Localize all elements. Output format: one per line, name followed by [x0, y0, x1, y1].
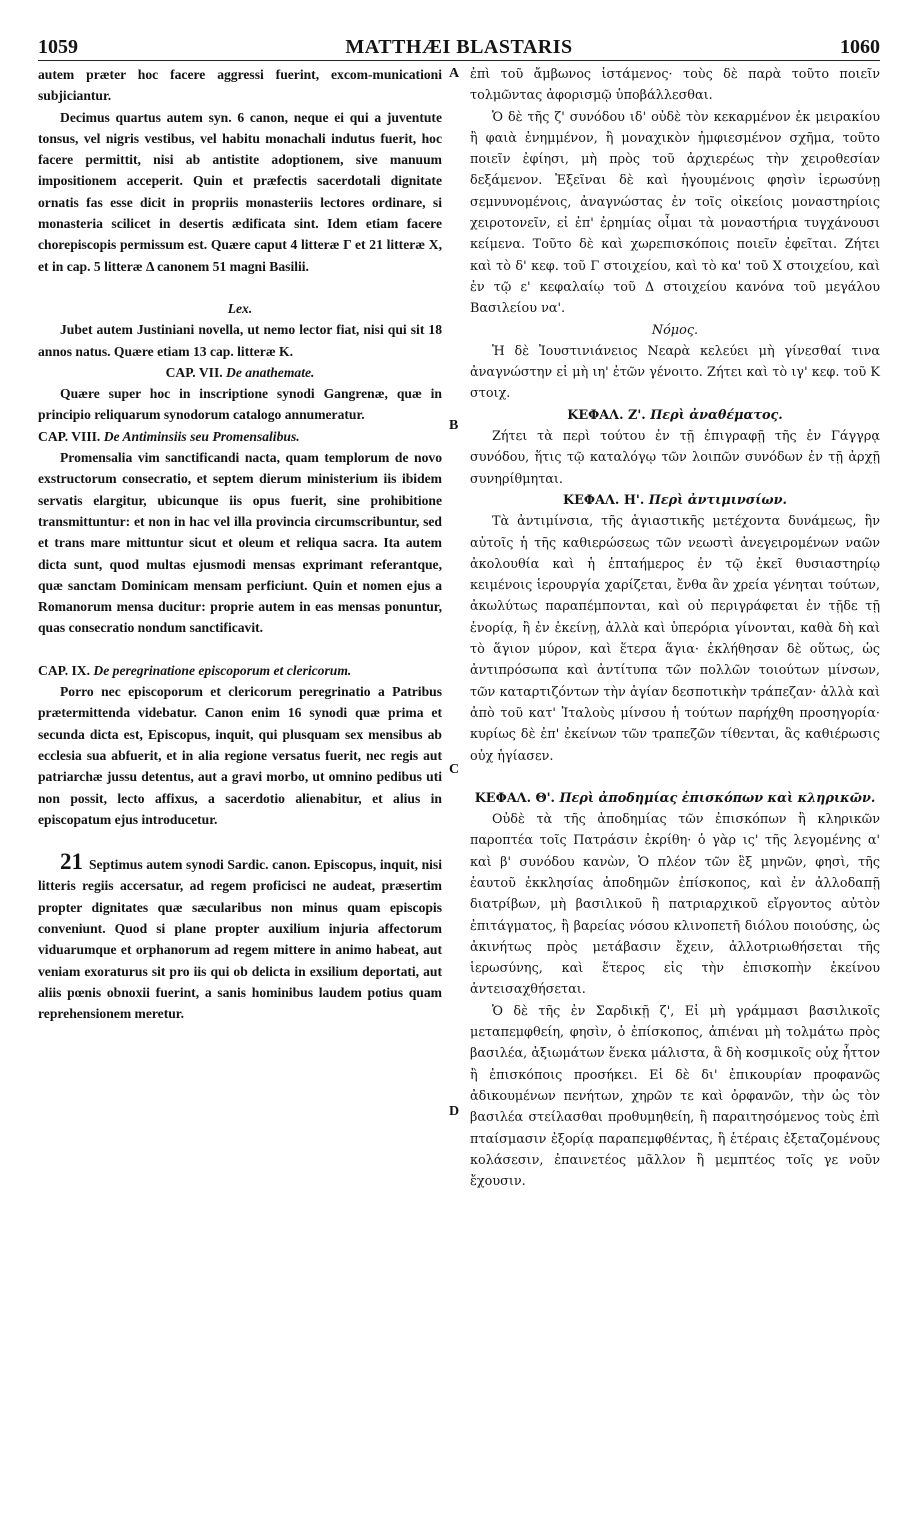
greek-nomos-heading: Νόμος.	[651, 322, 699, 338]
running-title: MATTHÆI BLASTARIS	[345, 36, 573, 58]
margin-marker-a: A	[449, 66, 460, 81]
greek-paragraph-2: Ὁ δὲ τῆς ζ' συνόδου ιδ' οὐδὲ τὸν κεκαρμένον ἐκ μειρακίου ἢ φαιὰ ἐνημμένον, ἢ μοναχικὸν ἠμφιεσμένον σχῆμα, τοῦτο ποιεῖν ἐφίησι, μὴ πρὸς τοῦ ἀρχιερέως τὴν χειροθεσίαν δεξάμενον. Ἐξεῖναι δὲ καὶ ἡγουμένοις φησὶν ἱερωσύνῃ σεμνυνομένοις, ἀναγνώστας ἐν τοῖς οἰκείοις μοναστηρίοις χειροτονεῖν, εἰ ἐπ' ἐρημίας οἶμαι τὰ μοναστήρια τυγχάνουσι κείμενα. Τοῦτο δὲ καὶ χωρεπισκόποις ποιεῖν ἐφεῖται. Ζήτει καὶ τὸ δ' κεφ. τοῦ Γ στοιχείου, καὶ τὸ κα' τοῦ Χ στοιχείου, καὶ ἐν τῷ ε' κεφαλαίῳ τοῦ Δ στοιχείου κανόνα τοῦ μεγάλου Βασιλείου να'.	[470, 109, 880, 317]
greek-kef7-text: Ζήτει τὰ περὶ τούτου ἐν τῇ ἐπιγραφῇ τῆς ἐν Γάγγρᾳ συνόδου, ἥτις τῷ καταλόγῳ τῶν λοιπῶν συνόδων ἐν τῇ ἀρχῇ συνηρίθμηται.	[470, 429, 880, 487]
cap8-title: De Antiminsiis seu Promensalibus.	[103, 428, 300, 444]
greek-kef9-heading	[470, 788, 880, 809]
latin-cap7-text: Quære super hoc in inscriptione synodi Gangrenæ, quæ in principio reliquarum synodorum catalogo annumeratur.	[38, 386, 442, 423]
greek-kef8-text: Τὰ ἀντιμίνσια, τῆς ἁγιαστικῆς μετέχοντα δυνάμεως, ἣν αὐτοῖς ἡ τῆς καθιερώσεως τῶν νεωστὶ ἀνεγειρομένων ναῶν ἀκολουθία καὶ ἡ ἑπταήμερος ἐν τῷ ἐκεῖ θυσιαστηρίῳ κειμένοις ἱερουργία χαρίζεται, ἔνθα ἂν χρεία γένηται τούτων, ἀκωλύτως παραπέμπονται, καὶ οὐ περιγράφεται ἐν τῇδε τῇ ἐνορίᾳ, ἢ ἐν ἐκείνῃ, ἀλλὰ καὶ ὑπερόρια γίνονται, καθὰ δὴ καὶ τὸ ἅγιον μύρον, καὶ ἕτερα ἅγια· ἐκλήθησαν δὲ οὕτως, ὡς ἀντιπρόσωπα καὶ ἀντίτυπα τῶν πολλῶν τοιούτων μίνσων, τῶν καταρτιζόντων τὴν ἁγίαν δεσποτικὴν τράπεζαν· ἀλλὰ καὶ ἀπὸ τοῦ κατ' Ἰταλοὺς μίνσου ἡ τούτων παρήχθη προσηγορία· κυρίως δὲ ἐπ' ἐκείνων τῶν τραπεζῶν τίθενται, ἃς καθιέρωσις οὐχ ἡγίασεν.	[470, 514, 880, 764]
margin-marker-d: D	[449, 1104, 460, 1119]
kef8-title: Περὶ ἀντιμινσίων.	[648, 492, 787, 508]
section-number-21: 21	[60, 849, 83, 875]
margin-marker-c: C	[449, 762, 460, 777]
kef9-label: ΚΕΦΑΛ. Θ'.	[474, 790, 555, 806]
greek-kef8-heading	[470, 490, 880, 511]
greek-column	[470, 64, 880, 1192]
cap9-label: CAP. IX.	[38, 662, 90, 678]
latin-column	[38, 64, 442, 1024]
margin-marker-b: B	[449, 418, 459, 433]
greek-nomos-text: Ἡ δὲ Ἰουστινιάνειος Νεαρὰ κελεύει μὴ γίνεσθαί τινα ἀναγνώστην εἰ μὴ ιη' ἐτῶν γένοιτο. Ζήτει καὶ τὸ ιγ' κεφ. τοῦ Κ στοιχ.	[470, 343, 880, 402]
latin-cap8-text: Promensalia vim sanctificandi nacta, quam templorum de novo exstructorum consecratio, et septem dierum ministerium iis ibidem servatis elargitur, ubicunque iis opus fuerit, sine prohibitione transmittuntur: et non in hac vel illa provincia circumscribuntur, sed et trans mare mittuntur sicut et oleum et reliqua sacra. Ita autem dicta sunt, quod multas ejusmodi mensas exprimant referantque, quæ sanctam Dominicam mensam perficiunt. Quin et nomen ejus a Romanorum mensa ducitur: proprie autem in eas mensas ponuntur, quas consecratio nondum sanctificavit.	[38, 450, 442, 636]
greek-kef9-text: Οὐδὲ τὰ τῆς ἀποδημίας τῶν ἐπισκόπων ἢ κληρικῶν παροπτέα τοῖς Πατράσιν ἐκρίθη· ὁ γὰρ ις' τῆς λεγομένης α' καὶ β' συνόδου κανὼν, Ὁ πλέον τῶν ἓξ μηνῶν, φησὶ, τῆς ἑαυτοῦ ἐκκλησίας ἀποδημῶν ἐπίσκοπος, καὶ ἐν ἀλλοδαπῇ διατρίβων, μὴ βασιλικοῦ ἢ πατριαρχικοῦ εἴργοντος αὐτὸν ἐπιτάγματος, ἢ βαρείας νόσου κλινοπετῆ διόλου ποιούσης, ὡς ἀκινήτως πρὸς μετάβασιν ἔχειν, ἀλλοτριωθήσεται τῆς ἱερωσύνης, καὶ ἕτερος εἰς τὴν ἐπισκοπὴν ἐκείνου ἀντεισαχθήσεται.	[470, 812, 880, 998]
latin-cap8-heading	[38, 426, 442, 447]
page-header	[38, 34, 880, 61]
greek-paragraph-last: Ὁ δὲ τῆς ἐν Σαρδικῇ ζ', Εἰ μὴ γράμμασι βασιλικοῖς μεταπεμφθείη, φησὶν, ὁ ἐπίσκοπος, ἀπιέναι μὴ τολμάτω πρὸς βασιλέα, ἀξιωμάτων ἕνεκα μάλιστα, ἃ δὴ κοσμικοῖς οὐχ ἧττον ἢ ἐπισκόποις προσήκει. Εἰ δὲ δι' ἐπικουρίαν προφανῶς ἀδικουμένων πενήτων, χηρῶν τε καὶ ὀρφανῶν, τὴν ὡς τὸν βασιλέα στείλασθαι προθυμηθείη, ἢ παραιτησόμενος τοὺς ἐπὶ πταίσμασιν ἐξορίᾳ παραπεμφθέντας, ἢ ἑτέραις ἐξεταζομένους κολάσεσιν, ἐπαινετέος μᾶλλον ἢ μεμπτέος τοῖς γε νοῦν ἔχουσιν.	[470, 1003, 880, 1190]
kef7-title: Περὶ ἀναθέματος.	[650, 407, 783, 423]
latin-lex-heading: Lex.	[227, 300, 253, 316]
greek-paragraph-1: ἐπὶ τοῦ ἄμβωνος ἱστάμενος· τοὺς δὲ παρὰ τοῦτο ποιεῖν τολμῶντας ἀφορισμῷ ὑποβάλλεσθαι.	[470, 67, 880, 104]
page-number-right: 1060	[840, 36, 880, 58]
cap9-title: De peregrinatione episcoporum et clericorum.	[93, 662, 352, 678]
cap7-label: CAP. VII.	[165, 364, 223, 380]
latin-cap9-text: Porro nec episcoporum et clericorum peregrinatio a Patribus prætermittenda videbatur. Canon enim 16 synodi quæ prima et secunda dicta est, Episcopus, inquit, qui plusquam sex mensibus ab ecclesia sua abfuerit, et in alia regione versatus fuerit, nec regis aut patriarchæ jussu detentus, aut a gravi morbo, ut omnino pedibus uti non possit, lecto affixus, a sacerdotio alienabitur, et alius in episcopatum ejus introducetur.	[38, 684, 442, 827]
latin-cap9-heading	[38, 660, 442, 681]
kef7-label: ΚΕΦΑΛ. Ζ'.	[567, 407, 646, 423]
latin-paragraph-1: autem præter hoc facere aggressi fuerint, excom-municationi subjiciantur.	[38, 67, 442, 104]
cap7-title: De anathemate.	[226, 364, 315, 380]
latin-lex-text: Jubet autem Justiniani novella, ut nemo lector fiat, nisi qui sit 18 annos natus. Quære etiam 13 cap. litteræ K.	[38, 322, 442, 359]
kef9-title: Περὶ ἀποδημίας ἐπισκόπων καὶ κληρικῶν.	[559, 790, 876, 806]
latin-paragraph-21-text: Septimus autem synodi Sardic. canon. Episcopus, inquit, nisi litteris regiis accersatur, ad regem proficisci ne audeat, præsertim propter dignitates quæ sæcularibus non minus quam episcopis conveniunt. Quod si plane propter auxilium injuria affectorum viduarumque et orphanorum ad regem mittere in animo habeat, aut veniam exoraturus sit pro iis qui ob delicta in exsilium deportati, aut aliis pœnis obnoxii fuerint, a sanis hominibus laudem potius quam reprehensionem meretur.	[38, 857, 442, 1022]
latin-cap7-heading	[38, 362, 442, 383]
cap8-label: CAP. VIII.	[38, 428, 101, 444]
latin-paragraph-2: Decimus quartus autem syn. 6 canon, neque ei qui a juventute tonsus, vel nigris vestibus, vel habitu monachali indutus fuerit, hoc facere permittit, nisi ab antistite adoptionem, sive manuum impositionem acceperit. Quin et præfectis sacerdotali dignitate ornatis fas esse dicit in propriis monasteriis lectores ordinare, si monasteria scilicet in desertis ædificata sint. Idem etiam facere chorepiscopis permissum est. Quære caput 4 litteræ Γ et 21 litteræ X, et in cap. 5 litteræ Δ canonem 51 magni Basilii.	[38, 109, 442, 274]
latin-paragraph-21	[38, 851, 442, 1024]
page-number-left: 1059	[38, 36, 78, 58]
kef8-label: ΚΕΦΑΛ. Η'.	[563, 492, 645, 508]
greek-kef7-heading	[470, 405, 880, 426]
